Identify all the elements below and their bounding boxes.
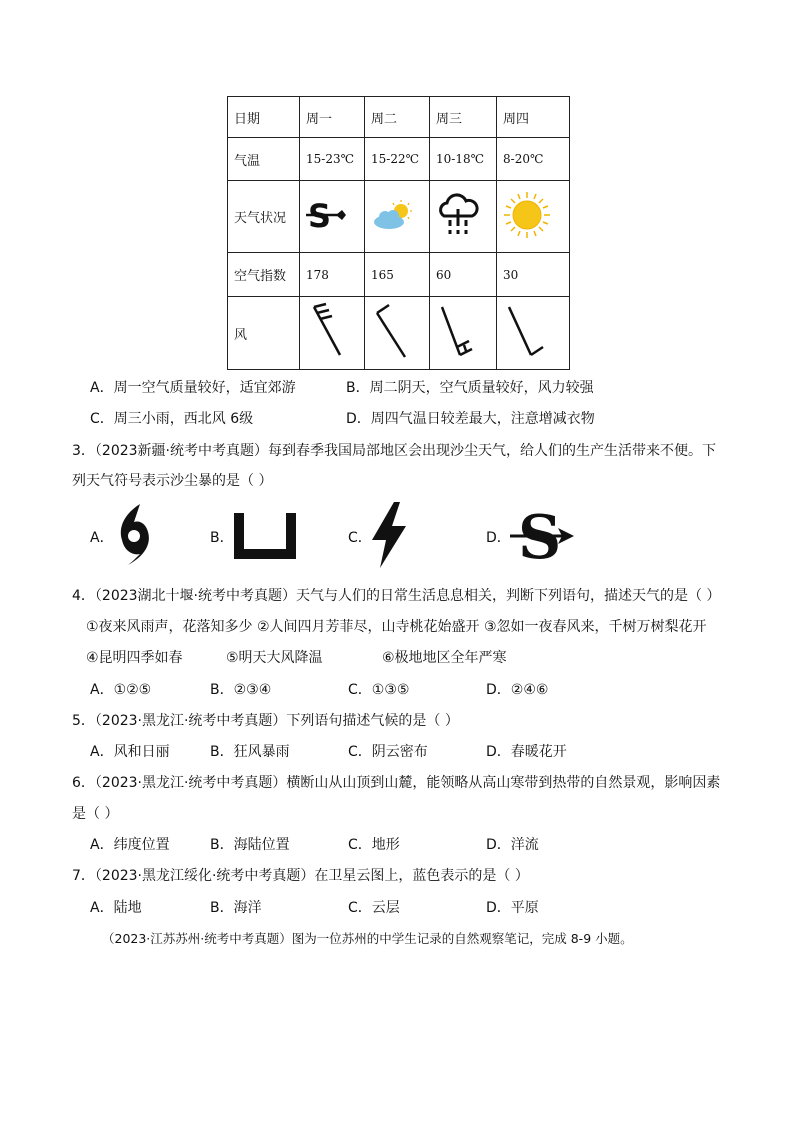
header-cell: 周四 bbox=[497, 97, 570, 138]
thunder-icon bbox=[368, 500, 410, 570]
temp-cell: 8-20℃ bbox=[497, 138, 570, 181]
temp-cell: 10-18℃ bbox=[430, 138, 497, 181]
svg-text:S: S bbox=[518, 504, 562, 566]
svg-text:S: S bbox=[308, 196, 332, 233]
q2-option-a[interactable]: A．周一空气质量较好，适宜郊游 bbox=[90, 380, 296, 396]
aqi-cell: 178 bbox=[300, 253, 365, 297]
table-row bbox=[228, 181, 570, 253]
wind-symbol-icon bbox=[503, 301, 547, 361]
header-cell: 日期 bbox=[228, 97, 300, 138]
typhoon-icon bbox=[114, 502, 154, 568]
q5-option-c[interactable]: C．阴云密布 bbox=[348, 744, 428, 760]
wind-symbol-icon bbox=[306, 301, 350, 361]
q4-statement-6: ⑥极地地区全年严寒 bbox=[382, 650, 507, 666]
q3-label-d[interactable]: D． bbox=[486, 530, 511, 546]
wind-symbol-icon bbox=[436, 301, 480, 361]
q5-option-d[interactable]: D．春暖花开 bbox=[486, 744, 567, 760]
q7-option-a[interactable]: A．陆地 bbox=[90, 900, 142, 916]
q6-text: 6．（2023·黑龙江·统考中考真题）横断山从山顶到山麓，能领略从高山寒带到热带的自然景观，影响因素 bbox=[72, 775, 721, 791]
header-cell: 周三 bbox=[430, 97, 497, 138]
q4-option-b[interactable]: B．②③④ bbox=[210, 682, 272, 698]
q4-option-a[interactable]: A．①②⑤ bbox=[90, 682, 152, 698]
row-label: 天气状况 bbox=[228, 181, 300, 253]
aqi-cell: 30 bbox=[497, 253, 570, 297]
q2-option-b[interactable]: B．周二阴天，空气质量较好，风力较强 bbox=[346, 380, 594, 396]
temp-cell: 15-22℃ bbox=[365, 138, 430, 181]
q4-statements-1: ①夜来风雨声，花落知多少 ②人间四月芳菲尽，山寺桃花始盛开 ③忽如一夜春风来，千树万树梨花开 bbox=[86, 619, 707, 635]
q7-option-c[interactable]: C．云层 bbox=[348, 900, 400, 916]
q7-option-b[interactable]: B．海洋 bbox=[210, 900, 262, 916]
temp-cell: 15-23℃ bbox=[300, 138, 365, 181]
row-label: 空气指数 bbox=[228, 253, 300, 297]
table-row bbox=[228, 97, 570, 138]
weather-table bbox=[227, 96, 570, 370]
table-row bbox=[228, 138, 570, 181]
partly-cloudy-icon bbox=[371, 197, 417, 233]
q2-option-d[interactable]: D．周四气温日较差最大，注意增减衣物 bbox=[346, 411, 595, 427]
q6-text-cont: 是（ ） bbox=[72, 806, 119, 822]
q3-text: 3．（2023新疆·统考中考真题）每到春季我国局部地区会出现沙尘天气，给人们的生产生活带来不便。下 bbox=[72, 443, 716, 459]
q7-option-d[interactable]: D．平原 bbox=[486, 900, 539, 916]
q4-statement-4: ④昆明四季如春 bbox=[86, 650, 183, 666]
q2-option-c[interactable]: C．周三小雨，西北风 6级 bbox=[90, 411, 254, 427]
q6-option-d[interactable]: D．洋流 bbox=[486, 837, 539, 853]
aqi-cell: 165 bbox=[365, 253, 430, 297]
row-label: 风 bbox=[228, 297, 300, 370]
sandstorm-icon bbox=[306, 197, 346, 233]
aqi-cell: 60 bbox=[430, 253, 497, 297]
q3-label-c[interactable]: C． bbox=[348, 530, 372, 546]
wind-symbol-icon bbox=[371, 301, 415, 361]
q5-option-a[interactable]: A．风和日丽 bbox=[90, 744, 170, 760]
rain-icon bbox=[436, 192, 480, 238]
q3-text-cont: 列天气符号表示沙尘暴的是（ ） bbox=[72, 473, 273, 489]
q8-intro-text: （2023·江苏苏州·统考中考真题）图为一位苏州的中学生记录的自然观察笔记，完成 8-9 小题。 bbox=[102, 931, 633, 946]
row-label: 气温 bbox=[228, 138, 300, 181]
q5-text: 5．（2023·黑龙江·统考中考真题）下列语句描述气候的是（ ） bbox=[72, 713, 459, 729]
q4-statement-5: ⑤明天大风降温 bbox=[226, 650, 323, 666]
q4-text: 4．（2023湖北十堰·统考中考真题）天气与人们的日常生活息息相关，判断下列语句，描述天气的是（ ） bbox=[72, 588, 721, 604]
frost-icon bbox=[232, 511, 298, 561]
sunny-icon bbox=[503, 191, 551, 239]
table-row bbox=[228, 253, 570, 297]
q3-label-b[interactable]: B． bbox=[210, 530, 234, 546]
header-cell: 周一 bbox=[300, 97, 365, 138]
q3-label-a[interactable]: A． bbox=[90, 530, 114, 546]
header-cell: 周二 bbox=[365, 97, 430, 138]
q5-option-b[interactable]: B．狂风暴雨 bbox=[210, 744, 290, 760]
q4-option-d[interactable]: D．②④⑥ bbox=[486, 682, 549, 698]
sandstorm-icon bbox=[508, 504, 574, 566]
q6-option-b[interactable]: B．海陆位置 bbox=[210, 837, 290, 853]
q7-text: 7．（2023·黑龙江绥化·统考中考真题）在卫星云图上，蓝色表示的是（ ） bbox=[72, 868, 529, 884]
q4-option-c[interactable]: C．①③⑤ bbox=[348, 682, 410, 698]
q6-option-a[interactable]: A．纬度位置 bbox=[90, 837, 170, 853]
q6-option-c[interactable]: C．地形 bbox=[348, 837, 400, 853]
table-row bbox=[228, 297, 570, 370]
